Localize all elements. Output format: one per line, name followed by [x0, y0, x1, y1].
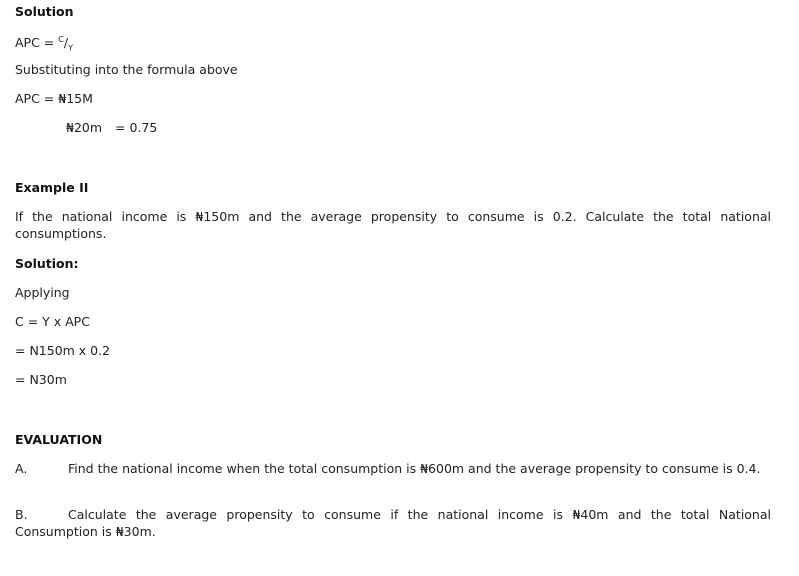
apc-formula-numerator: C: [58, 35, 64, 44]
solution-heading: Solution: [15, 4, 74, 19]
apc-formula: [15, 32, 73, 57]
evaluation-item-text: Calculate the average propensity to consume if the national income is ₦40m and the total National Consumption is ₦30m.: [15, 507, 771, 539]
apc-formula-denominator: Y: [68, 43, 73, 53]
apc-value-line: APC = ₦15M: [15, 91, 93, 106]
calculation-step-2: = N30m: [15, 372, 67, 387]
consumption-formula: C = Y x APC: [15, 314, 90, 329]
example-question: If the national income is ₦150m and the average propensity to consume is 0.2. Calculate the total national consumptions.: [15, 209, 771, 241]
evaluation-item-label: B.: [15, 507, 28, 522]
calculation-step-1: = N150m x 0.2: [15, 343, 111, 358]
evaluation-item-label: A.: [15, 461, 28, 476]
evaluation-item-text: Find the national income when the total consumption is ₦600m and the average propensity to consume is 0.4.: [68, 461, 761, 476]
apc-denominator-line: [66, 120, 157, 136]
applying-text: Applying: [15, 285, 70, 300]
apc-formula-slash: /: [63, 35, 69, 51]
denominator-value: ₦20m: [66, 120, 103, 135]
evaluation-heading: EVALUATION: [15, 432, 103, 447]
evaluation-item-a: [15, 460, 771, 477]
example-solution-heading: Solution:: [15, 256, 79, 271]
apc-formula-left: APC =: [15, 35, 59, 51]
example-heading: Example II: [15, 180, 89, 195]
evaluation-item-b: [15, 506, 771, 540]
substituting-text: Substituting into the formula above: [15, 62, 238, 77]
apc-result: = 0.75: [115, 120, 158, 135]
